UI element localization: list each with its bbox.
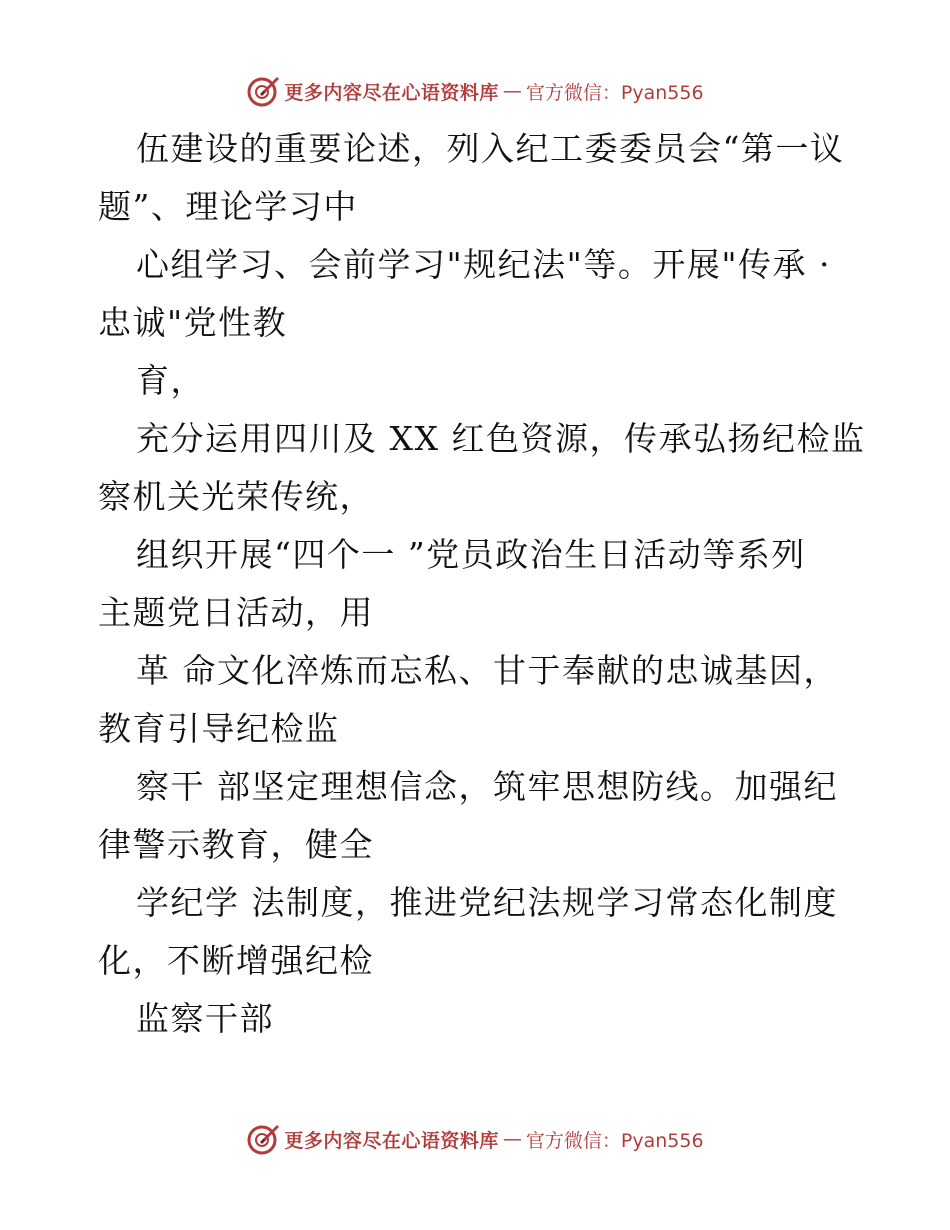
watermark-wechat: 官方微信：Pyan556 [525, 81, 704, 104]
watermark-text: 更多内容尽在心语资料库 [284, 1129, 499, 1152]
body-text-line: 心组学习、会前学习"规纪法"等。开展"传承 · [136, 245, 832, 284]
body-text-line: 化，不断增强纪检 [98, 941, 374, 980]
watermark-separator: — [502, 1128, 522, 1150]
body-text-line: 组织开展“四个一 ”党员政治生日活动等系列 [136, 535, 806, 574]
body-text-line: 革 命文化淬炼而忘私、甘于奉献的忠诚基因， [136, 651, 838, 690]
watermark-text: 更多内容尽在心语资料库 [284, 81, 499, 104]
watermark-group [246, 74, 703, 108]
footer-watermark [0, 1122, 950, 1156]
body-text-line: 察机关光荣传统， [98, 477, 374, 516]
body-text-line: 主题党日活动，用 [98, 593, 374, 632]
body-text-line: 教育引导纪检监 [98, 709, 340, 748]
body-text-line: 育， [136, 361, 205, 400]
watermark-group [246, 1122, 703, 1156]
body-text-line: 监察干部 [136, 999, 274, 1038]
body-text-line: 题”、理论学习中 [98, 187, 358, 226]
body-text-line: 忠诚"党性教 [98, 303, 288, 342]
body-text-line: 察干 部坚定理想信念，筑牢思想防线。加强纪 [136, 767, 838, 806]
header-watermark [0, 74, 950, 108]
body-text-line: 充分运用四川及 XX 红色资源，传承弘扬纪检监 [136, 419, 866, 458]
body-text-line: 学纪学 法制度，推进党纪法规学习常态化制度 [136, 883, 838, 922]
document-body [98, 120, 868, 1048]
body-text-line: 伍建设的重要论述，列入纪工委委员会“第一议 [136, 129, 845, 168]
body-text-line: 律警示教育，健全 [98, 825, 374, 864]
watermark-separator: — [502, 80, 522, 102]
logo-icon [246, 74, 280, 108]
logo-icon [246, 1122, 280, 1156]
watermark-wechat: 官方微信：Pyan556 [525, 1129, 704, 1152]
